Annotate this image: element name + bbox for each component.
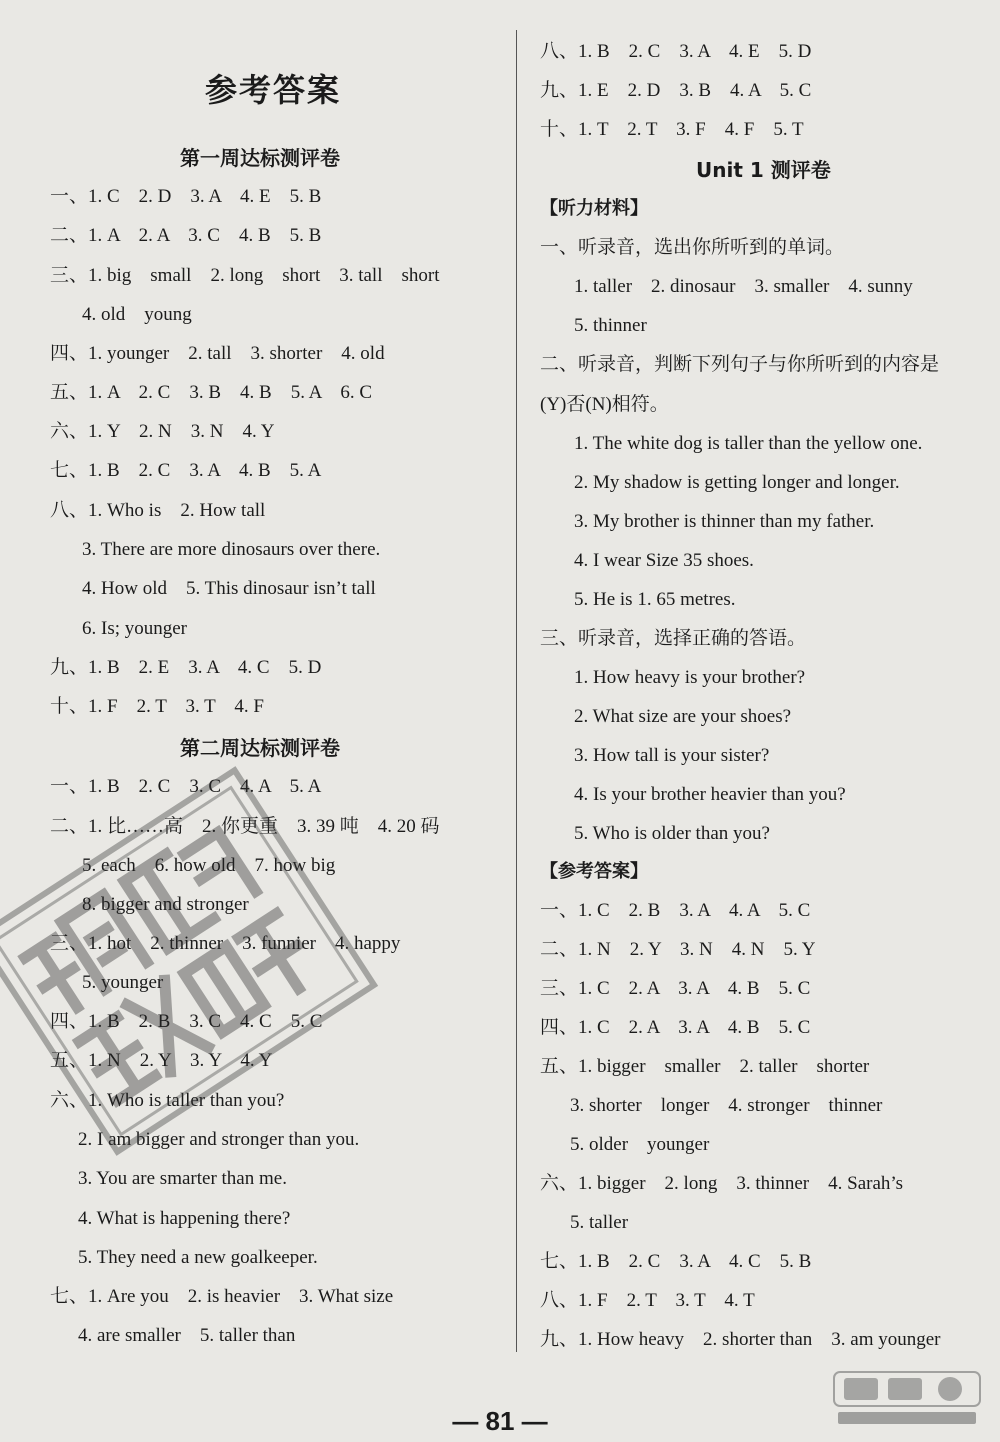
answer-line: 8. bigger and stronger xyxy=(82,894,249,915)
listening-line: 4. I wear Size 35 shoes. xyxy=(574,550,754,571)
watermark-logo xyxy=(832,1368,982,1428)
listening-line: 2. My shadow is getting longer and longer. xyxy=(574,472,900,493)
answer-line: 二、1. 比……高 2. 你更重 3. 39 吨 4. 20 码 xyxy=(50,816,440,837)
listening-line: 5. thinner xyxy=(574,315,647,336)
listening-line: 3. How tall is your sister? xyxy=(574,745,770,766)
answer-line: 3. shorter longer 4. stronger thinner xyxy=(570,1095,883,1116)
answer-line: 十、1. T 2. T 3. F 4. F 5. T xyxy=(540,119,804,140)
week2-title: 第二周达标测评卷 xyxy=(180,736,340,760)
listening-line: 一、听录音，选出你所听到的单词。 xyxy=(540,237,845,258)
answer-line: 二、1. A 2. A 3. C 4. B 5. B xyxy=(50,225,322,246)
answer-line: 二、1. N 2. Y 3. N 4. N 5. Y xyxy=(540,939,816,960)
answer-line: 6. Is; younger xyxy=(82,618,188,639)
page-number: — 81 — xyxy=(452,1406,548,1436)
answer-line: 5. taller xyxy=(570,1212,629,1233)
answer-line: 一、1. C 2. D 3. A 4. E 5. B xyxy=(50,186,322,207)
listening-line: 三、听录音，选择正确的答语。 xyxy=(540,628,807,649)
answer-line: 八、1. Who is 2. How tall xyxy=(50,500,266,521)
listening-line: 5. He is 1. 65 metres. xyxy=(574,589,736,610)
answer-line: 九、1. How heavy 2. shorter than 3. am younger xyxy=(540,1329,941,1350)
unit1-title: Unit 1 测评卷 xyxy=(696,158,831,182)
answer-line: 一、1. C 2. B 3. A 4. A 5. C xyxy=(540,900,811,921)
answer-line: 四、1. B 2. B 3. C 4. C 5. C xyxy=(50,1011,323,1032)
listening-tag: 【听力材料】 xyxy=(540,198,648,219)
week1-title: 第一周达标测评卷 xyxy=(180,146,340,170)
watermark-icon xyxy=(832,1368,982,1428)
answer-line: 九、1. E 2. D 3. B 4. A 5. C xyxy=(540,80,812,101)
listening-line: 二、听录音，判断下列句子与你所听到的内容是 xyxy=(540,354,940,375)
answer-line: 5. each 6. how old 7. how big xyxy=(82,855,336,876)
answer-line: 5. They need a new goalkeeper. xyxy=(78,1247,318,1268)
listening-line: 1. taller 2. dinosaur 3. smaller 4. sunny xyxy=(574,276,913,297)
answer-line: 一、1. B 2. C 3. C 4. A 5. A xyxy=(50,776,322,797)
listening-line: 1. The white dog is taller than the yellow one. xyxy=(574,433,923,454)
answer-line: 九、1. B 2. E 3. A 4. C 5. D xyxy=(50,657,322,678)
answer-line: 八、1. B 2. C 3. A 4. E 5. D xyxy=(540,41,812,62)
answer-line: 4. are smaller 5. taller than xyxy=(78,1325,296,1346)
column-divider xyxy=(516,30,517,1352)
answer-line: 4. What is happening there? xyxy=(78,1208,291,1229)
answer-line: 4. old young xyxy=(82,304,192,325)
answer-line: 七、1. B 2. C 3. A 4. C 5. B xyxy=(540,1251,812,1272)
answer-line: 三、1. C 2. A 3. A 4. B 5. C xyxy=(540,978,811,999)
listening-line: 5. Who is older than you? xyxy=(574,823,770,844)
answer-line: 5. younger xyxy=(82,972,164,993)
answer-line: 五、1. N 2. Y 3. Y 4. Y xyxy=(50,1050,273,1071)
listening-line: 4. Is your brother heavier than you? xyxy=(574,784,846,805)
answer-line: 五、1. A 2. C 3. B 4. B 5. A 6. C xyxy=(50,382,372,403)
page-title: 参考答案 xyxy=(205,71,342,109)
answer-line: 六、1. bigger 2. long 3. thinner 4. Sarah’s xyxy=(540,1173,904,1194)
answer-line: 2. I am bigger and stronger than you. xyxy=(78,1129,360,1150)
answer-line: 四、1. C 2. A 3. A 4. B 5. C xyxy=(540,1017,811,1038)
answer-line: 十、1. F 2. T 3. T 4. F xyxy=(50,696,264,717)
answer-line: 四、1. younger 2. tall 3. shorter 4. old xyxy=(50,343,385,364)
answer-line: 三、1. hot 2. thinner 3. funnier 4. happy xyxy=(50,933,401,954)
listening-line: 1. How heavy is your brother? xyxy=(574,667,806,688)
answer-line: 七、1. B 2. C 3. A 4. B 5. A xyxy=(50,460,322,481)
answer-line: 六、1. Y 2. N 3. N 4. Y xyxy=(50,421,275,442)
answer-line: 5. older younger xyxy=(570,1134,710,1155)
listening-line: 3. My brother is thinner than my father. xyxy=(574,511,875,532)
answer-line: 4. How old 5. This dinosaur isn’t tall xyxy=(82,578,376,599)
answer-tag: 【参考答案】 xyxy=(540,861,648,882)
listening-line: 2. What size are your shoes? xyxy=(574,706,792,727)
answer-line: 六、1. Who is taller than you? xyxy=(50,1090,285,1111)
answer-line: 3. There are more dinosaurs over there. xyxy=(82,539,381,560)
answer-line: 三、1. big small 2. long short 3. tall short xyxy=(50,265,440,286)
listening-line: (Y)否(N)相符。 xyxy=(540,394,669,415)
answer-line: 八、1. F 2. T 3. T 4. T xyxy=(540,1290,755,1311)
answer-line: 五、1. bigger smaller 2. taller shorter xyxy=(540,1056,870,1077)
answer-line: 七、1. Are you 2. is heavier 3. What size xyxy=(50,1286,394,1307)
answer-line: 3. You are smarter than me. xyxy=(78,1168,287,1189)
